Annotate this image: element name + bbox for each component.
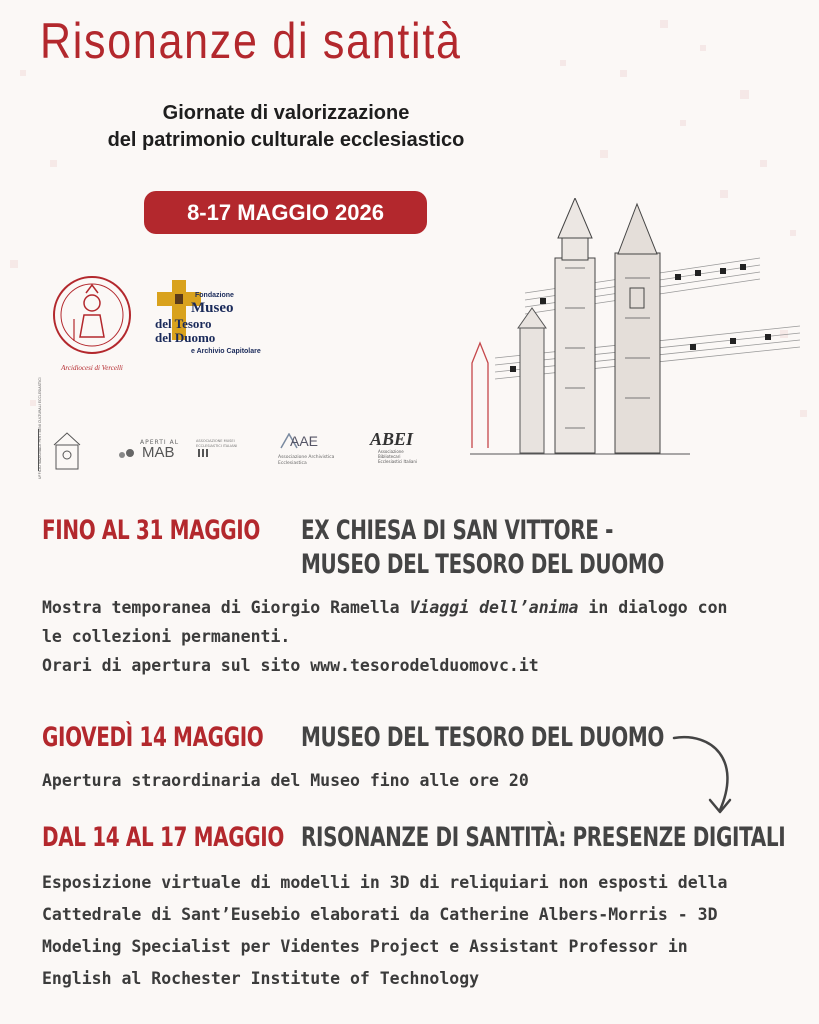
event-1-body-line-2: le collezioni permanenti.	[42, 627, 291, 646]
subtitle-line-2: del patrimonio culturale ecclesiastico	[107, 129, 465, 151]
event-3-place: RISONANZE DI SANTITÀ: PRESENZE DIGITALI	[301, 822, 786, 853]
partner-4-caption: Associazione Archivistica Ecclesiastica	[278, 455, 335, 466]
event-1-place-line-2: MUSEO DEL TESORO DEL DUOMO	[301, 549, 664, 580]
subtitle-line-1: Giornate di valorizzazione	[162, 102, 410, 124]
museo-logo-line-4: del Duomo	[155, 330, 216, 345]
museo-logo-line-5: e Archivio Capitolare	[191, 348, 261, 355]
event-3-body-line-1: Esposizione virtuale di modelli in 3D di reliquiari non esposti della	[42, 873, 728, 892]
seal-icon	[52, 275, 132, 357]
event-2-place: MUSEO DEL TESORO DEL DUOMO	[301, 722, 664, 753]
event-section-3	[42, 822, 802, 1002]
exhibition-title: Viaggi dell’anima	[409, 598, 579, 617]
event-3-date: DAL 14 AL 17 MAGGIO	[42, 822, 284, 853]
archdiocese-logo	[52, 275, 132, 375]
event-1-date: FINO AL 31 MAGGIO	[42, 515, 260, 546]
cathedral-towers-illustration	[470, 198, 815, 460]
museo-tesoro-logo	[155, 280, 261, 365]
museo-logo-line-2: Museo	[191, 300, 234, 316]
event-1-body-text-b: in dialogo con	[578, 598, 728, 617]
event-1-place-line-1: EX CHIESA DI SAN VITTORE -	[301, 515, 614, 546]
event-1-body-line-3: Orari di apertura sul sito www.tesorodelduomovc.it	[42, 656, 539, 675]
event-2-date: GIOVEDÌ 14 MAGGIO	[42, 722, 264, 753]
partner-1-label: UFFICIO NAZIONALE PER I BENI CULTURALI ECCLESIASTICI	[38, 377, 42, 479]
dots-icon	[118, 445, 138, 461]
subtitle	[56, 100, 516, 154]
partner-logo-amei	[196, 425, 264, 480]
event-3-body-line-4: English al Rochester Institute of Technology	[42, 969, 480, 988]
partner-2-label: MAB	[142, 444, 175, 461]
partner-5-caption: Associazione Bibliotecari Ecclesiastici Italiani	[378, 449, 418, 464]
event-section-1	[42, 515, 802, 695]
page-title: Risonanze di santità	[40, 13, 462, 69]
partner-3-label: ASSOCIAZIONE MUSEI ECCLESIASTICI ITALIANI	[196, 439, 238, 448]
event-dates-badge: 8-17 MAGGIO 2026	[144, 191, 427, 234]
partner-4-label: AAE	[290, 433, 319, 449]
museo-logo-line-3: del Tesoro	[155, 316, 212, 331]
bars-icon	[198, 449, 218, 459]
event-1-body-line-1	[42, 593, 727, 622]
archdiocese-caption: Arcidiocesi di Vercelli	[61, 364, 123, 372]
partner-2-prefix: APERTI AL	[140, 439, 180, 446]
partner-logo-ufficio-beni-culturali	[36, 377, 96, 480]
partner-5-label: ABEI	[370, 429, 414, 449]
event-3-body-line-3: Modeling Specialist per Videntes Project e Assistant Professor in	[42, 937, 688, 956]
partner-logo-mab	[118, 425, 188, 480]
church-icon	[36, 425, 94, 475]
partner-logo-abei	[368, 425, 428, 480]
curved-arrow-icon	[672, 730, 742, 820]
museo-logo-line-1: Fondazione	[195, 292, 234, 299]
event-2-body-line-1: Apertura straordinaria del Museo fino alle ore 20	[42, 771, 529, 790]
event-1-body-text-a: Mostra temporanea di Giorgio Ramella	[42, 598, 410, 617]
event-3-body-line-2: Cattedrale di Sant’Eusebio elaborati da Catherine Albers-Morris - 3D	[42, 905, 718, 924]
partner-logo-aae	[278, 425, 348, 480]
